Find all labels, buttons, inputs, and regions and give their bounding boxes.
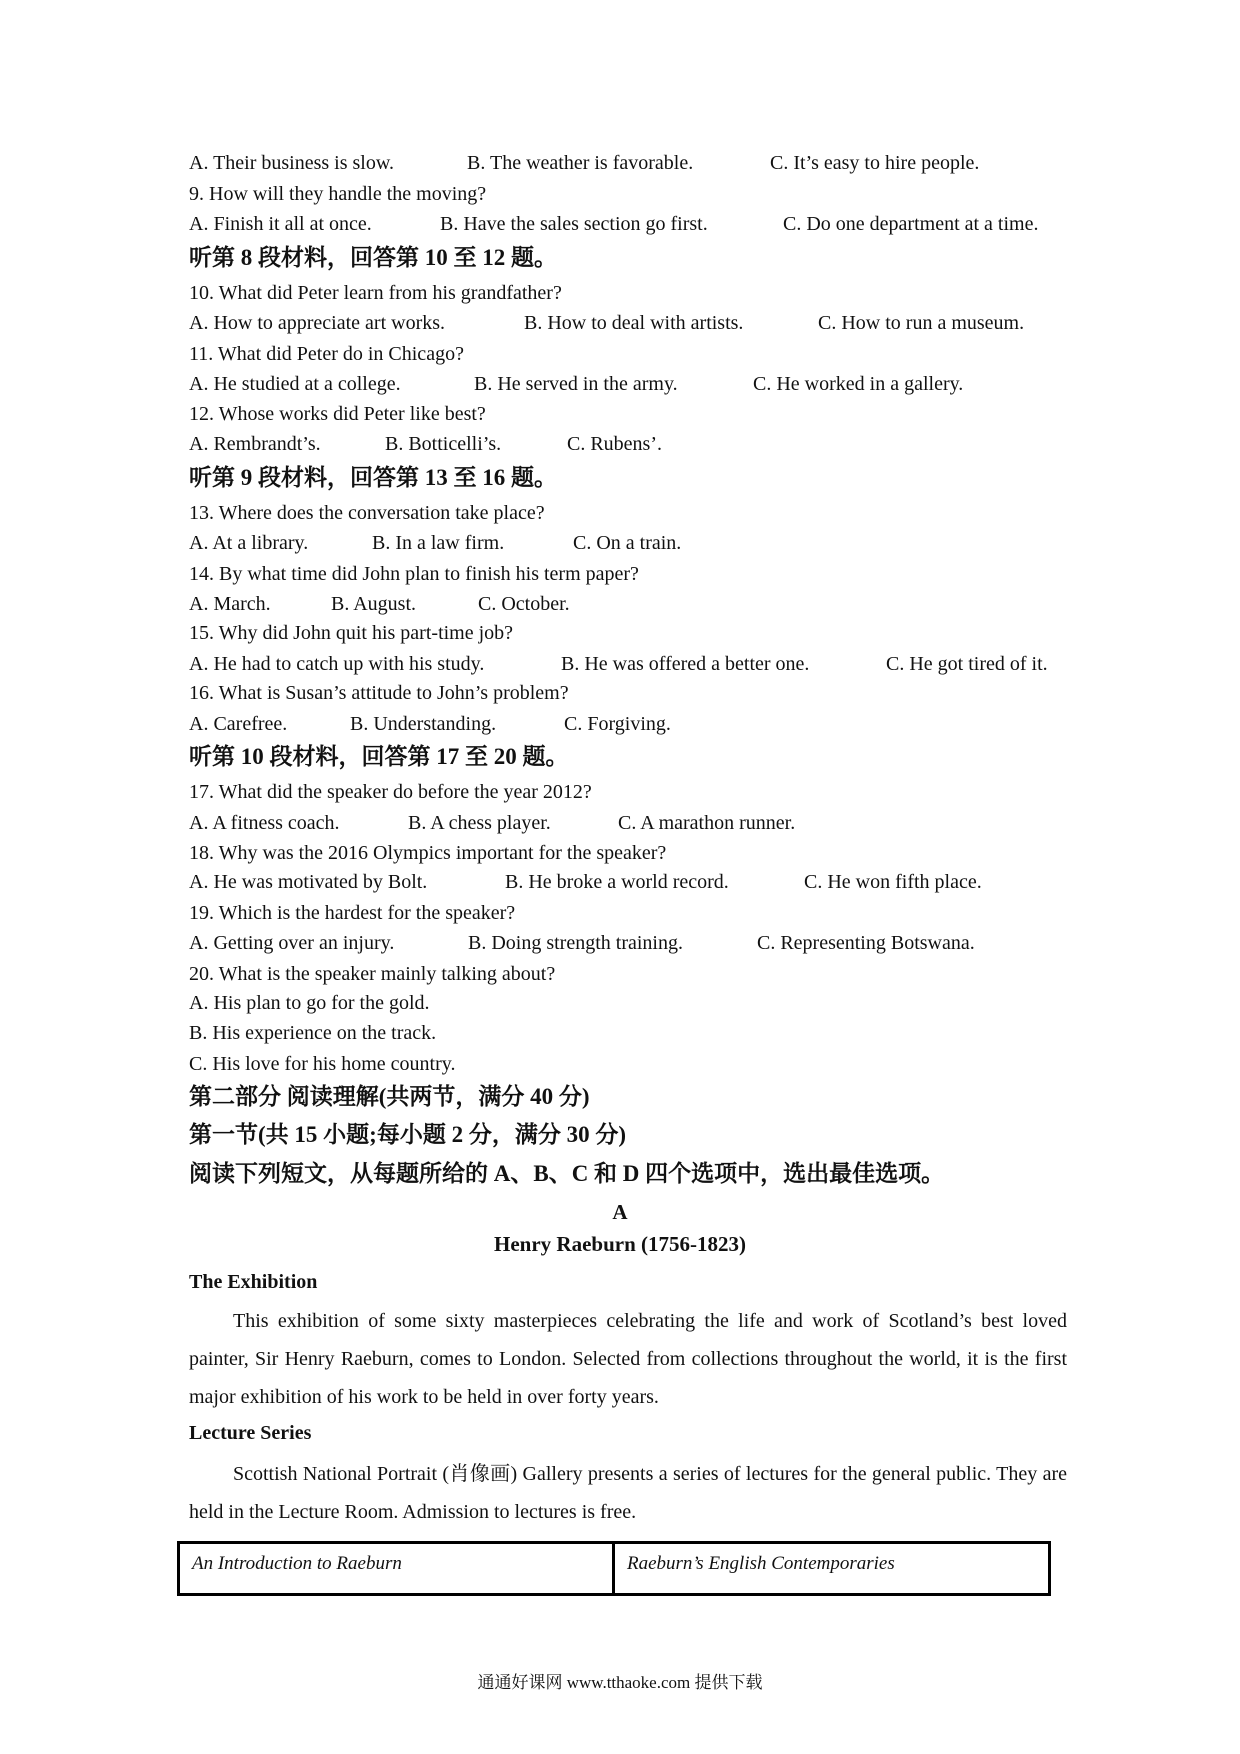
lecture-table [177, 1541, 1051, 1596]
lecture-heading: Lecture Series [189, 1422, 312, 1444]
options-row [0, 431, 1240, 457]
section-heading: 听第 10 段材料，回答第 17 至 20 题。 [189, 744, 569, 770]
reading-instruction: 阅读下列短文，从每题所给的 A、B、C 和 D 四个选项中，选出最佳选项。 [189, 1161, 945, 1186]
question-text: 11. What did Peter do in Chicago? [189, 342, 464, 365]
option-a: A. Getting over an injury. [189, 932, 395, 955]
options-row [0, 930, 1240, 956]
question-text: C. His love for his home country. [189, 1052, 456, 1075]
option-b: B. Understanding. [350, 712, 497, 735]
option-c: C. Do one department at a time. [783, 213, 1039, 236]
option-c: C. Representing Botswana. [757, 932, 975, 955]
question-text: 20. What is the speaker mainly talking about? [189, 962, 556, 985]
option-b: B. He served in the army. [474, 373, 678, 396]
option-c: C. He worked in a gallery. [753, 373, 964, 396]
option-b: B. In a law firm. [372, 532, 505, 555]
option-b: B. Have the sales section go first. [440, 213, 708, 236]
option-a: A. Finish it all at once. [189, 213, 372, 236]
options-row [0, 530, 1240, 556]
section-heading: 听第 9 段材料，回答第 13 至 16 题。 [189, 464, 557, 490]
option-a: A. At a library. [189, 532, 309, 555]
question-text: 16. What is Susan’s attitude to John’s problem? [189, 682, 569, 705]
option-c: C. He got tired of it. [886, 652, 1048, 675]
option-b: B. Doing strength training. [468, 932, 683, 955]
option-c: C. It’s easy to hire people. [770, 152, 980, 175]
option-a: A. Their business is slow. [189, 152, 394, 175]
option-c: C. On a train. [573, 532, 682, 555]
option-c: C. He won fifth place. [804, 871, 982, 894]
question-text: 9. How will they handle the moving? [189, 182, 487, 205]
exhibition-paragraph: This exhibition of some sixty masterpieces celebrating the life and work of Scotland’s best loved painter, Sir Henry Raeburn, comes to London. Selected from collections throughout the world, it is the first major exhibition of his work to be held in over forty years. [189, 1310, 1067, 1408]
question-text: 18. Why was the 2016 Olympics important for the speaker? [189, 842, 667, 865]
option-a: A. He studied at a college. [189, 373, 401, 396]
options-row [0, 810, 1240, 836]
option-a: A. How to appreciate art works. [189, 312, 446, 335]
question-text: B. His experience on the track. [189, 1022, 437, 1045]
question-text: 17. What did the speaker do before the year 2012? [189, 781, 592, 804]
lecture-table-cell: Raeburn’s English Contemporaries [627, 1553, 895, 1574]
option-b: B. August. [331, 593, 417, 616]
options-row [0, 150, 1240, 176]
lecture-paragraph: Scottish National Portrait (肖像画) Gallery presents a series of lectures for the general public. They are held in the Lecture Room. Admission to lectures is free. [189, 1463, 1067, 1523]
page-footer: 通通好课网 www.tthaoke.com 提供下载 [477, 1673, 763, 1692]
options-row [0, 711, 1240, 737]
option-b: B. How to deal with artists. [524, 312, 744, 335]
options-row [0, 310, 1240, 336]
option-b: B. He broke a world record. [505, 871, 729, 894]
option-c: C. A marathon runner. [618, 811, 796, 834]
option-b: B. The weather is favorable. [467, 152, 694, 175]
option-a: A. He was motivated by Bolt. [189, 871, 428, 894]
question-text: 12. Whose works did Peter like best? [189, 402, 486, 425]
option-c: C. Rubens’. [567, 433, 662, 456]
options-row [0, 869, 1240, 895]
option-c: C. How to run a museum. [818, 312, 1025, 335]
option-b: B. A chess player. [408, 811, 551, 834]
question-text: 15. Why did John quit his part-time job? [189, 622, 514, 645]
passage-title: Henry Raeburn (1756-1823) [494, 1232, 746, 1256]
option-c: C. Forgiving. [564, 712, 671, 735]
options-row [0, 651, 1240, 677]
option-a: A. A fitness coach. [189, 811, 340, 834]
section-heading: 听第 8 段材料，回答第 10 至 12 题。 [189, 245, 557, 271]
question-text: A. His plan to go for the gold. [189, 992, 430, 1015]
question-text: 13. Where does the conversation take place? [189, 501, 545, 524]
passage-letter: A [612, 1200, 628, 1224]
option-c: C. October. [478, 593, 570, 616]
option-a: A. Carefree. [189, 712, 288, 735]
option-a: A. He had to catch up with his study. [189, 652, 485, 675]
question-text: 14. By what time did John plan to finish his term paper? [189, 562, 639, 585]
option-b: B. Botticelli’s. [385, 433, 502, 456]
part-two-title: 第二部分 阅读理解(共两节，满分 40 分) [189, 1084, 590, 1109]
options-row [0, 371, 1240, 397]
exhibition-heading: The Exhibition [189, 1271, 318, 1293]
lecture-table-cell: An Introduction to Raeburn [180, 1544, 615, 1593]
options-row [0, 211, 1240, 237]
section-one-title: 第一节(共 15 小题;每小题 2 分，满分 30 分) [189, 1122, 626, 1147]
option-b: B. He was offered a better one. [561, 652, 810, 675]
question-text: 10. What did Peter learn from his grandfather? [189, 282, 562, 305]
options-row [0, 591, 1240, 617]
option-a: A. March. [189, 593, 271, 616]
option-a: A. Rembrandt’s. [189, 433, 321, 456]
question-text: 19. Which is the hardest for the speaker? [189, 901, 516, 924]
